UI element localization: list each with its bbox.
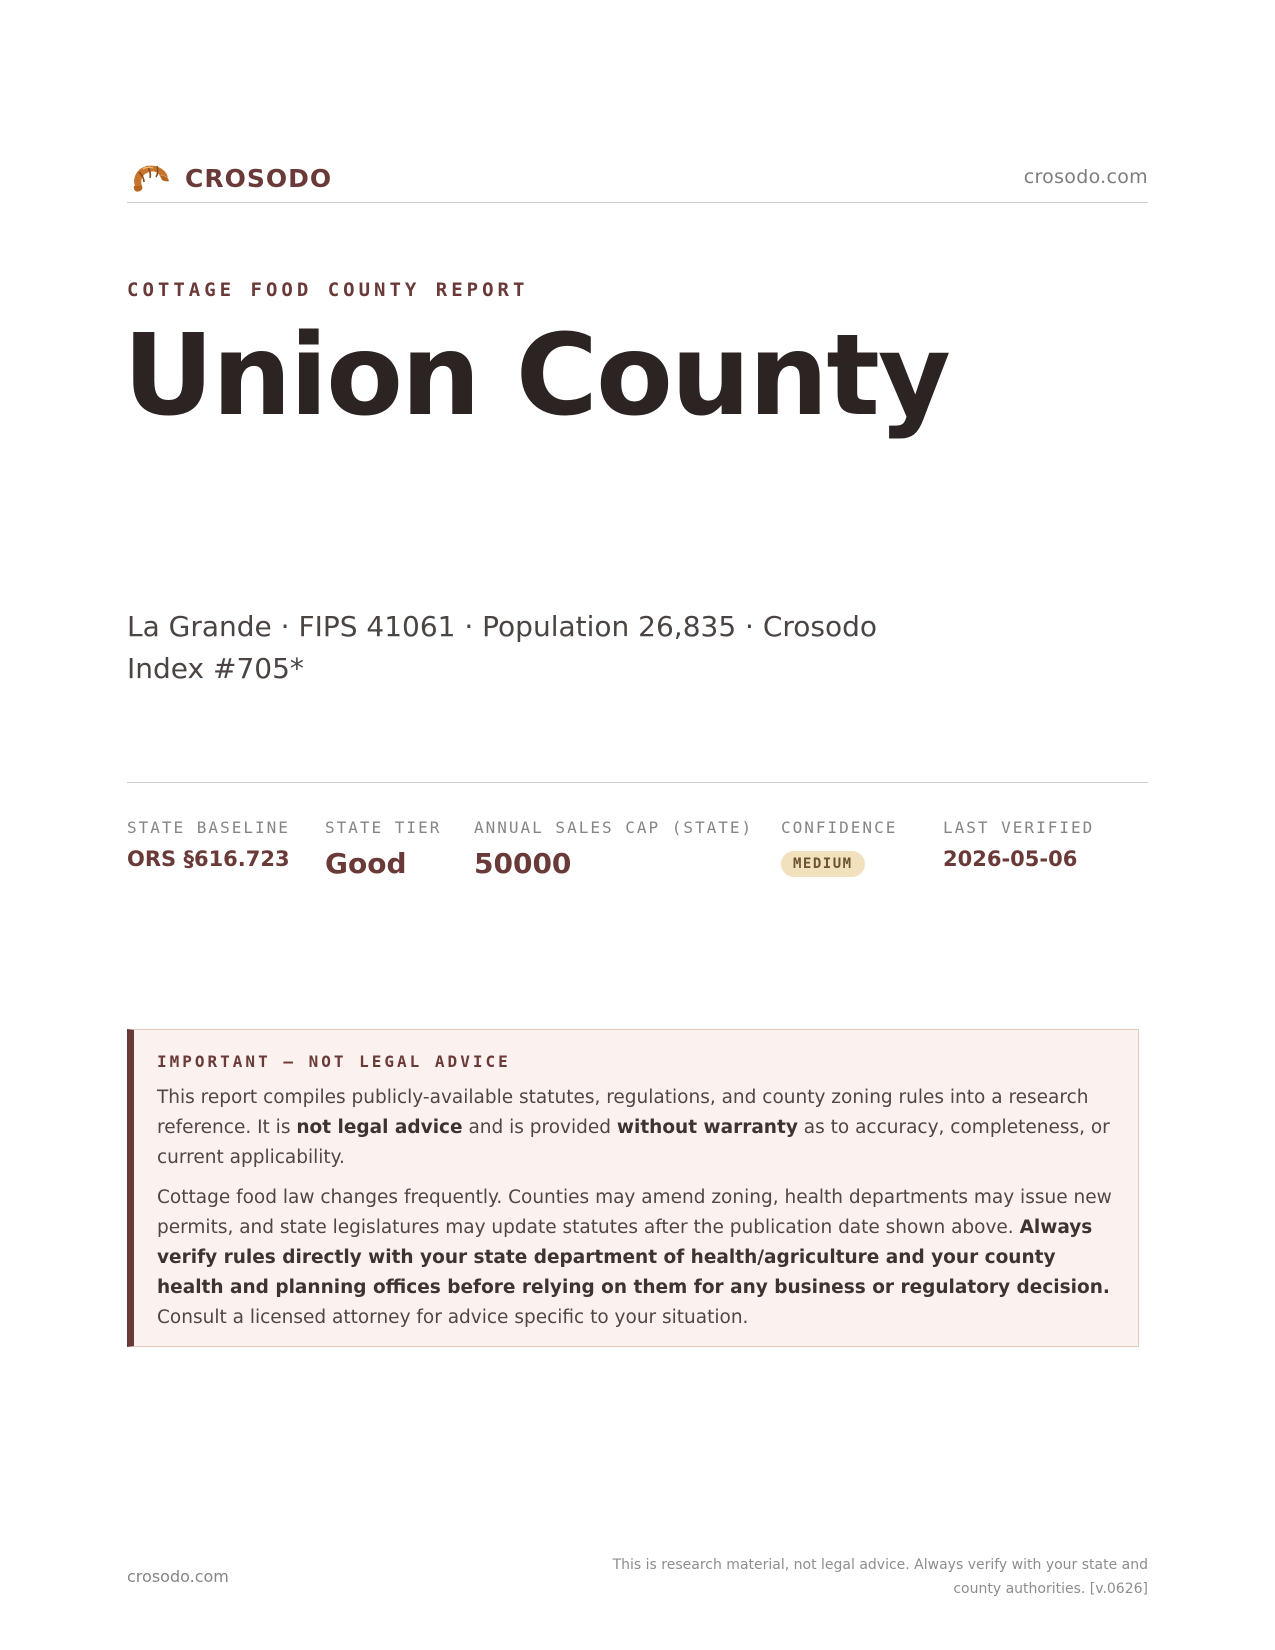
stat-annual-sales-cap (474, 818, 753, 880)
stat-value: 2026-05-06 (943, 847, 1078, 871)
notice-text: This report compiles publicly-available statutes, regulations, and county zoning rules into a research reference. It is (157, 1087, 1089, 1138)
notice-emphasis: Always verify rules directly with your state department of health/agriculture and your county health and planning offices before relying on them for any business or regulatory decision. (157, 1217, 1110, 1298)
report-subtitle: La Grande · FIPS 41061 · Population 26,835 · Crosodo Index #705* (127, 610, 878, 685)
report-eyebrow: COTTAGE FOOD COUNTY REPORT (127, 279, 529, 301)
notice-paragraph-2 (157, 1183, 1116, 1333)
divider (127, 782, 1148, 783)
stat-state-baseline (127, 818, 290, 871)
stat-state-tier (325, 818, 441, 880)
legal-notice (127, 1029, 1139, 1347)
report-page (123, 0, 1148, 1650)
stat-label: STATE TIER (325, 818, 442, 837)
site-link[interactable]: crosodo.com (1023, 166, 1148, 188)
notice-text: Cottage food law changes frequently. Counties may amend zoning, health departments may issue new permits, and state legislatures may update statutes after the publication date shown above. (157, 1187, 1112, 1238)
brand (129, 160, 332, 196)
notice-paragraph-1 (157, 1083, 1116, 1173)
stat-label: LAST VERIFIED (943, 818, 1095, 837)
stat-value: ORS §616.723 (127, 847, 290, 871)
notice-text: Consult a licensed attorney for advice specific to your situation. (157, 1307, 749, 1328)
stat-label: CONFIDENCE (781, 818, 898, 837)
notice-emphasis: not legal advice (296, 1117, 463, 1138)
notice-emphasis: without warranty (616, 1117, 798, 1138)
stat-value: Good (325, 847, 407, 880)
stat-last-verified (943, 818, 1094, 871)
stat-confidence (781, 818, 897, 877)
page-title: Union County (123, 311, 949, 441)
stat-label: ANNUAL SALES CAP (STATE) (474, 818, 754, 837)
page-header (127, 156, 1148, 203)
confidence-badge: MEDIUM (781, 851, 865, 877)
footer-disclaimer: This is research material, not legal advice. Always verify with your state and county authorities. [v.0626] (612, 1557, 1148, 1597)
notice-text: and is provided (462, 1117, 617, 1138)
stat-label: STATE BASELINE (127, 818, 290, 837)
stats-row (127, 818, 1148, 898)
brand-name: CROSODO (185, 163, 333, 193)
croissant-icon (129, 160, 171, 196)
footer-link[interactable]: crosodo.com (127, 1567, 229, 1586)
stat-value: 50000 (474, 847, 572, 880)
notice-text: as to accuracy, completeness, or current applicability. (157, 1117, 1110, 1168)
notice-title: IMPORTANT — NOT LEGAL ADVICE (157, 1052, 511, 1071)
